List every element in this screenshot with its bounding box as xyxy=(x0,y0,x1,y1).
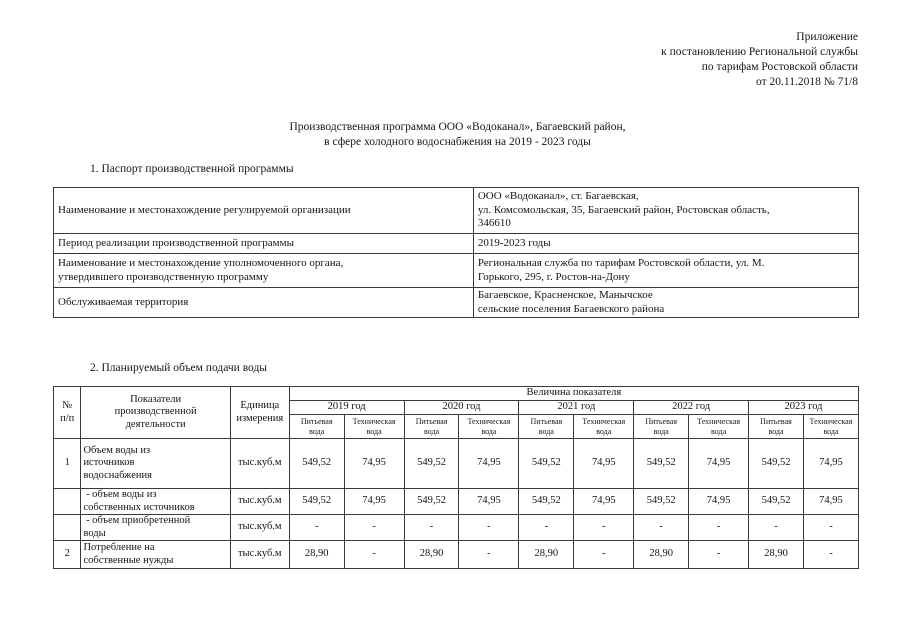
value-cell: 549,52 xyxy=(289,489,344,515)
header-potable xyxy=(634,415,689,439)
value-cell: 74,95 xyxy=(574,489,634,515)
row-unit: тыс.куб.м xyxy=(230,439,289,489)
table-row xyxy=(54,489,859,515)
value-cell: 28,90 xyxy=(519,541,574,569)
value-cell: 549,52 xyxy=(404,489,459,515)
table-row xyxy=(54,288,859,318)
passport-value xyxy=(473,288,858,318)
table-row xyxy=(54,515,859,541)
row-indicator xyxy=(81,541,230,569)
section-heading-volume: 2. Планируемый объем подачи воды xyxy=(90,362,268,374)
document-title xyxy=(0,120,905,150)
value-cell: - xyxy=(519,515,574,541)
volume-body xyxy=(54,439,859,569)
header-technical xyxy=(459,415,519,439)
section-heading-passport: 1. Паспорт производственной программы xyxy=(90,163,294,175)
value-cell: - xyxy=(344,515,404,541)
value-cell: - xyxy=(803,541,858,569)
value-cell: 74,95 xyxy=(689,489,749,515)
header-text: № xyxy=(62,400,73,411)
value-cell: - xyxy=(459,541,519,569)
indicator-line: водоснабжения xyxy=(83,469,152,481)
value-cell: 74,95 xyxy=(459,439,519,489)
header-text: Питьевая xyxy=(760,417,792,426)
row-num xyxy=(54,489,81,515)
indicator-line: Объем воды из xyxy=(83,444,151,456)
header-year: 2021 год xyxy=(519,401,634,415)
header-potable xyxy=(404,415,459,439)
value-cell: 74,95 xyxy=(344,439,404,489)
label-line: утвердившего производственную программу xyxy=(58,270,269,283)
header-text: вода xyxy=(481,426,497,436)
value-line: Региональная служба по тарифам Ростовской области, ул. М. xyxy=(477,257,765,269)
appendix-line: к постановлению Региональной службы xyxy=(661,46,858,58)
header-text: Техническая xyxy=(697,417,741,426)
appendix-line: по тарифам Ростовской области xyxy=(701,61,858,73)
row-unit: тыс.куб.м xyxy=(230,515,289,541)
value-cell: - xyxy=(803,515,858,541)
passport-value xyxy=(473,188,858,234)
row-indicator xyxy=(81,489,230,515)
value-cell: - xyxy=(344,541,404,569)
header-text: п/п xyxy=(60,412,75,424)
value-line: ул. Комсомольская, 35, Багаевский район, Ростовская область, xyxy=(477,203,770,216)
passport-label xyxy=(54,254,474,288)
passport-table xyxy=(53,187,859,318)
value-cell: 74,95 xyxy=(459,489,519,515)
value-cell: 549,52 xyxy=(404,439,459,489)
passport-label: Период реализации производственной программы xyxy=(54,234,474,254)
value-cell: 28,90 xyxy=(634,541,689,569)
header-text: вода xyxy=(538,426,554,436)
passport-label: Обслуживаемая территория xyxy=(54,288,474,318)
value-cell: - xyxy=(289,515,344,541)
header-text: Единица xyxy=(240,400,280,411)
table-row xyxy=(54,254,859,288)
indicator-line: - объем воды из xyxy=(83,489,157,500)
header-year: 2020 год xyxy=(404,401,519,415)
value-cell: 549,52 xyxy=(634,489,689,515)
row-unit: тыс.куб.м xyxy=(230,489,289,515)
indicator-line: источников xyxy=(83,457,135,469)
value-cell: - xyxy=(634,515,689,541)
value-line: Горького, 295, г. Ростов-на-Дону xyxy=(477,270,630,283)
header-unit xyxy=(230,387,289,439)
row-indicator xyxy=(81,439,230,489)
value-cell: - xyxy=(574,541,634,569)
value-cell: - xyxy=(574,515,634,541)
header-indicator xyxy=(81,387,230,439)
appendix-line: Приложение xyxy=(796,31,858,43)
header-technical xyxy=(803,415,858,439)
water-volume-table xyxy=(53,386,859,569)
label-line: Наименование и местонахождение уполномоченного органа, xyxy=(58,257,344,269)
header-text: вода xyxy=(823,426,839,436)
header-text: Техническая xyxy=(467,417,511,426)
table-row xyxy=(54,234,859,254)
header-text: вода xyxy=(309,426,325,436)
value-cell: 28,90 xyxy=(289,541,344,569)
header-row xyxy=(54,387,859,401)
value-line: 2019-2023 годы xyxy=(477,236,551,249)
indicator-line: воды xyxy=(83,527,106,539)
value-cell: 74,95 xyxy=(344,489,404,515)
row-num xyxy=(54,515,81,541)
value-line: сельские поселения Багаевского района xyxy=(477,302,665,315)
header-num xyxy=(54,387,81,439)
header-potable xyxy=(749,415,804,439)
header-text: Показатели xyxy=(130,393,182,405)
header-text: Техническая xyxy=(809,417,853,426)
header-year: 2019 год xyxy=(289,401,404,415)
header-text: вода xyxy=(423,426,440,436)
value-cell: 549,52 xyxy=(749,439,804,489)
passport-value xyxy=(473,234,858,254)
header-text: вода xyxy=(711,426,727,436)
row-unit: тыс.куб.м xyxy=(230,541,289,569)
header-text: вода xyxy=(653,426,669,436)
indicator-line: собственных источников xyxy=(83,501,195,513)
header-text: Питьевая xyxy=(530,417,563,426)
value-line: Багаевское, Красненское, Манычское xyxy=(477,289,653,301)
header-year: 2022 год xyxy=(634,401,749,415)
value-cell: 549,52 xyxy=(519,439,574,489)
value-cell: 549,52 xyxy=(749,489,804,515)
header-potable xyxy=(519,415,574,439)
value-cell: - xyxy=(689,515,749,541)
indicator-line: собственные нужды xyxy=(83,554,174,566)
value-cell: - xyxy=(689,541,749,569)
value-cell: 28,90 xyxy=(404,541,459,569)
value-cell: 549,52 xyxy=(519,489,574,515)
header-text: вода xyxy=(768,426,784,436)
title-line: Производственная программа ООО «Водоканал», Багаевский район, xyxy=(289,121,626,133)
table-row xyxy=(54,439,859,489)
value-cell: 74,95 xyxy=(803,489,858,515)
header-text: Питьевая xyxy=(645,417,677,426)
value-cell: 74,95 xyxy=(803,439,858,489)
indicator-line: Потребление на xyxy=(83,542,155,553)
value-line: ООО «Водоканал», ст. Багаевская, xyxy=(477,190,639,203)
header-potable xyxy=(289,415,344,439)
value-line: 346610 xyxy=(477,217,511,230)
indicator-line: - объем приобретенной xyxy=(83,515,191,526)
header-technical xyxy=(689,415,749,439)
value-cell: 74,95 xyxy=(574,439,634,489)
header-text: вода xyxy=(596,426,612,436)
value-cell: 74,95 xyxy=(689,439,749,489)
header-text: вода xyxy=(366,426,382,436)
appendix-block xyxy=(661,30,858,90)
header-technical xyxy=(574,415,634,439)
value-cell: - xyxy=(404,515,459,541)
header-technical xyxy=(344,415,404,439)
value-cell: 549,52 xyxy=(634,439,689,489)
row-num: 2 xyxy=(54,541,81,569)
table-row xyxy=(54,541,859,569)
header-text: производственной xyxy=(114,406,197,418)
value-cell: - xyxy=(749,515,804,541)
header-year: 2023 год xyxy=(749,401,859,415)
passport-label: Наименование и местонахождение регулируемой организации xyxy=(54,188,474,234)
header-text: измерения xyxy=(236,412,284,424)
header-text: Питьевая xyxy=(300,417,333,426)
header-text: Техническая xyxy=(352,417,396,426)
value-cell: - xyxy=(459,515,519,541)
value-cell: 549,52 xyxy=(289,439,344,489)
appendix-line: от 20.11.2018 № 71/8 xyxy=(756,76,858,88)
row-indicator xyxy=(81,515,230,541)
title-line: в сфере холодного водоснабжения на 2019 - 2023 годы xyxy=(324,136,591,148)
header-text: деятельности xyxy=(125,418,186,430)
header-text: Техническая xyxy=(582,417,626,426)
header-value: Величина показателя xyxy=(289,387,858,401)
header-text: Питьевая xyxy=(415,417,448,426)
table-row xyxy=(54,188,859,234)
passport-value xyxy=(473,254,858,288)
row-num: 1 xyxy=(54,439,81,489)
value-cell: 28,90 xyxy=(749,541,804,569)
